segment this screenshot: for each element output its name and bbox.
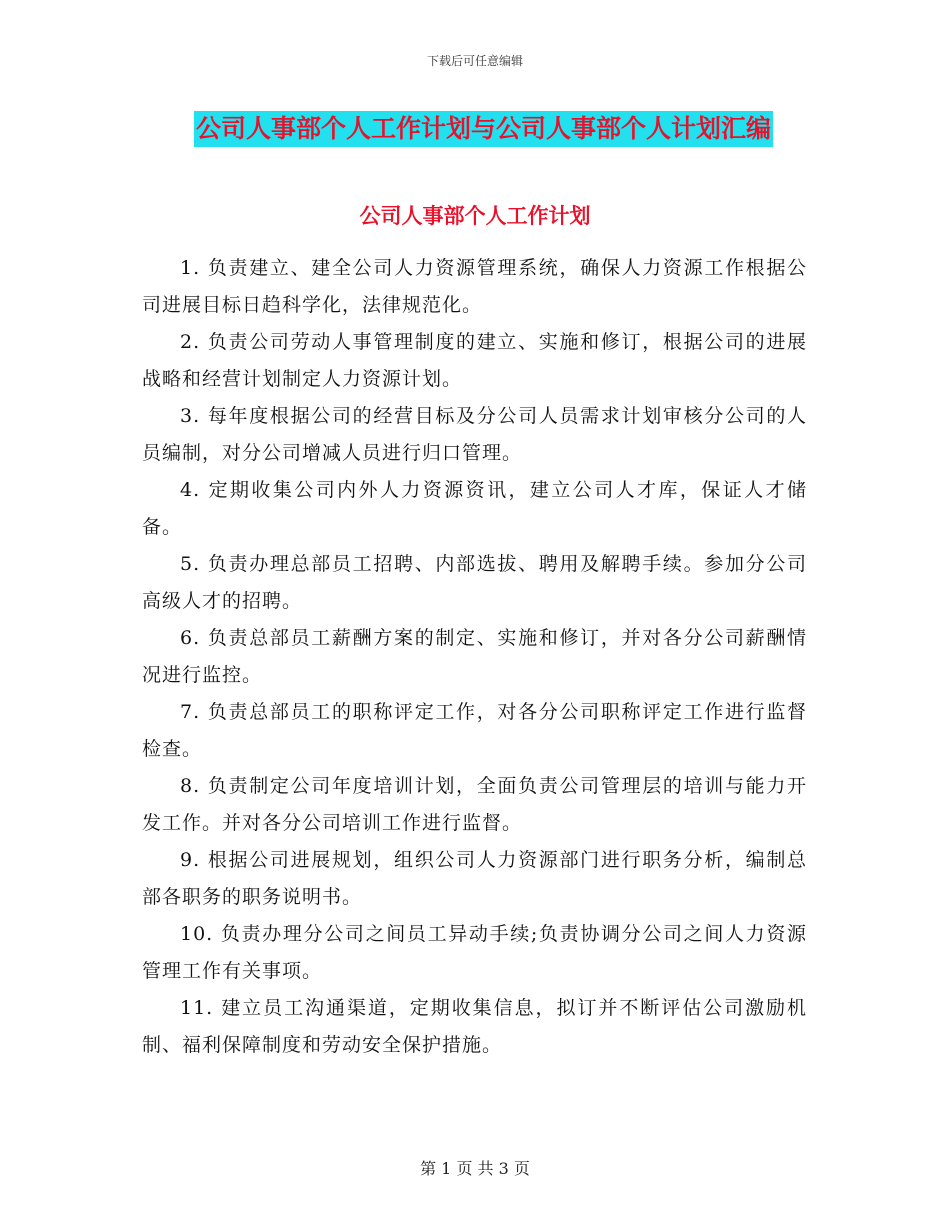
plan-item: 11. 建立员工沟通渠道，定期收集信息，拟订并不断评估公司激励机制、福利保障制度和劳动安全保护措施。 [142,997,807,1056]
plan-item: 8. 负责制定公司年度培训计划，全面负责公司管理层的培训与能力开发工作。并对各分公司培训工作进行监督。 [142,775,807,834]
plan-item: 2. 负责公司劳动人事管理制度的建立、实施和修订，根据公司的进展战略和经营计划制定人力资源计划。 [142,331,807,390]
plan-item: 10. 负责办理分公司之间员工异动手续;负责协调分公司之间人力资源管理工作有关事项。 [142,923,807,982]
plan-item: 6. 负责总部员工薪酬方案的制定、实施和修订，并对各分公司薪酬情况进行监控。 [142,627,807,686]
header-note: 下载后可任意编辑 [426,54,523,68]
plan-item: 7. 负责总部员工的职称评定工作，对各分公司职称评定工作进行监督检查。 [142,701,807,760]
section-title: 公司人事部个人工作计划 [359,204,591,228]
plan-item-list [142,250,807,1064]
document-title: 公司人事部个人工作计划与公司人事部个人计划汇编 [194,111,773,147]
plan-item: 5. 负责办理总部员工招聘、内部选拔、聘用及解聘手续。参加分公司高级人才的招聘。 [142,553,807,612]
plan-item: 1. 负责建立、建全公司人力资源管理系统，确保人力资源工作根据公司进展目标日趋科学化，法律规范化。 [142,257,807,316]
page-number: 第 1 页 共 3 页 [420,1159,530,1178]
plan-item: 9. 根据公司进展规划，组织公司人力资源部门进行职务分析，编制总部各职务的职务说明书。 [142,849,807,908]
plan-item: 4. 定期收集公司内外人力资源资讯，建立公司人才库，保证人才储备。 [142,479,807,538]
plan-item: 3. 每年度根据公司的经营目标及分公司人员需求计划审核分公司的人员编制，对分公司增减人员进行归口管理。 [142,405,807,464]
